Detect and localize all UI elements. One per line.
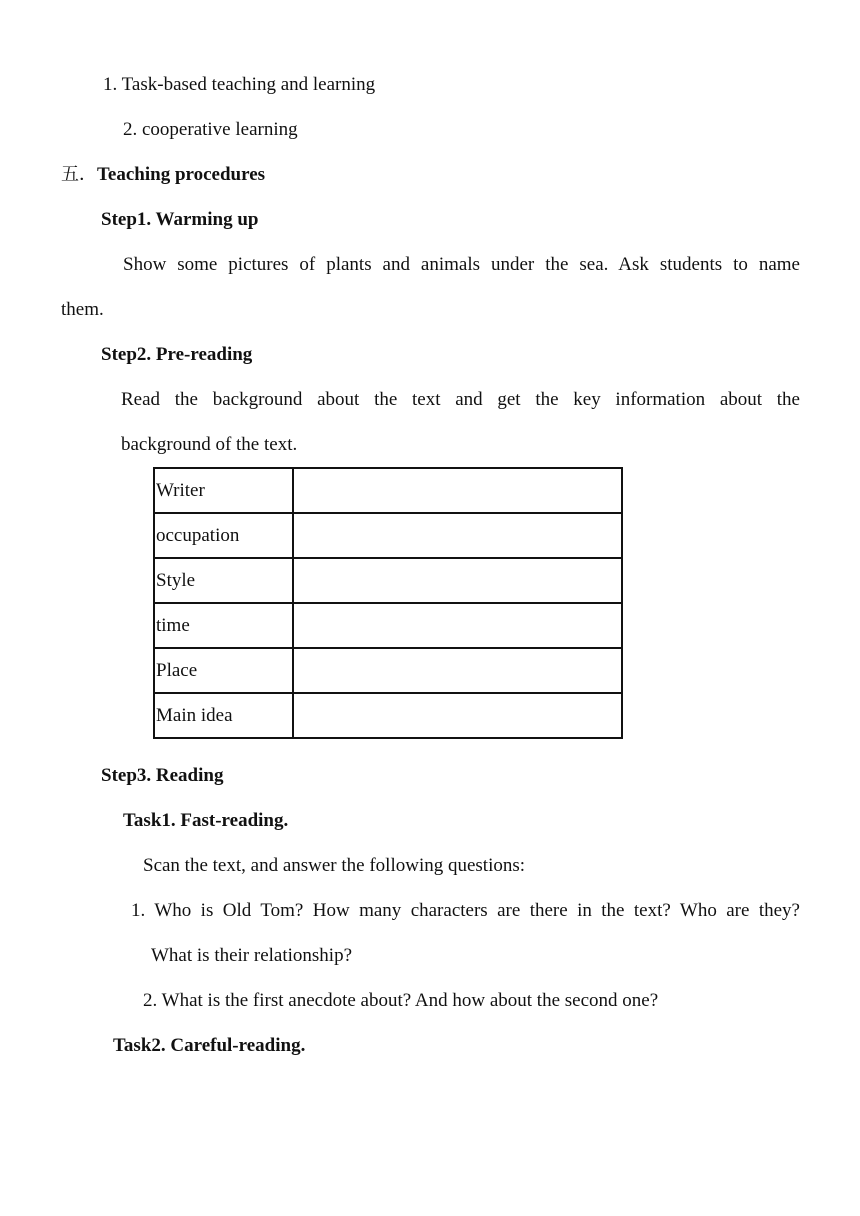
method-item-1: 1. Task-based teaching and learning <box>103 74 376 95</box>
step2-text-line2: background of the text. <box>121 434 298 455</box>
table-row <box>154 603 622 648</box>
table-label-cell: Writer <box>154 468 293 513</box>
table-answer-cell <box>293 648 622 693</box>
table-answer-cell <box>293 603 622 648</box>
table-row <box>154 468 622 513</box>
table-row <box>154 513 622 558</box>
table-answer-cell <box>293 693 622 738</box>
step1-text-line2: them. <box>61 299 104 320</box>
step3-heading: Step3. Reading <box>101 765 224 786</box>
step1-text-line1: Show some pictures of plants and animals under the sea. Ask students to name <box>123 254 800 275</box>
background-info-table <box>153 467 623 739</box>
task1-instruction: Scan the text, and answer the following questions: <box>143 855 526 876</box>
table-answer-cell <box>293 468 622 513</box>
table-row <box>154 693 622 738</box>
task1-heading: Task1. Fast-reading. <box>123 810 289 831</box>
table-row <box>154 558 622 603</box>
table-answer-cell <box>293 513 622 558</box>
question-2: 2. What is the first anecdote about? And how about the second one? <box>143 990 659 1011</box>
section-number: 五． <box>61 164 97 185</box>
step2-heading: Step2. Pre-reading <box>101 344 253 365</box>
step1-heading: Step1. Warming up <box>101 209 259 230</box>
table-label-cell: time <box>154 603 293 648</box>
table-label-cell: occupation <box>154 513 293 558</box>
question-1-line2: What is their relationship? <box>151 945 353 966</box>
table-label-cell: Place <box>154 648 293 693</box>
method-item-2: 2. cooperative learning <box>123 119 298 140</box>
table-label-cell: Main idea <box>154 693 293 738</box>
table-answer-cell <box>293 558 622 603</box>
section-heading <box>61 163 265 187</box>
table-row <box>154 648 622 693</box>
table-label-cell: Style <box>154 558 293 603</box>
task2-heading: Task2. Careful-reading. <box>113 1035 306 1056</box>
step2-text-line1: Read the background about the text and get the key information about the <box>121 389 800 410</box>
question-1-line1: 1. Who is Old Tom? How many characters are there in the text? Who are they? <box>131 900 800 921</box>
section-title: Teaching procedures <box>97 164 266 185</box>
